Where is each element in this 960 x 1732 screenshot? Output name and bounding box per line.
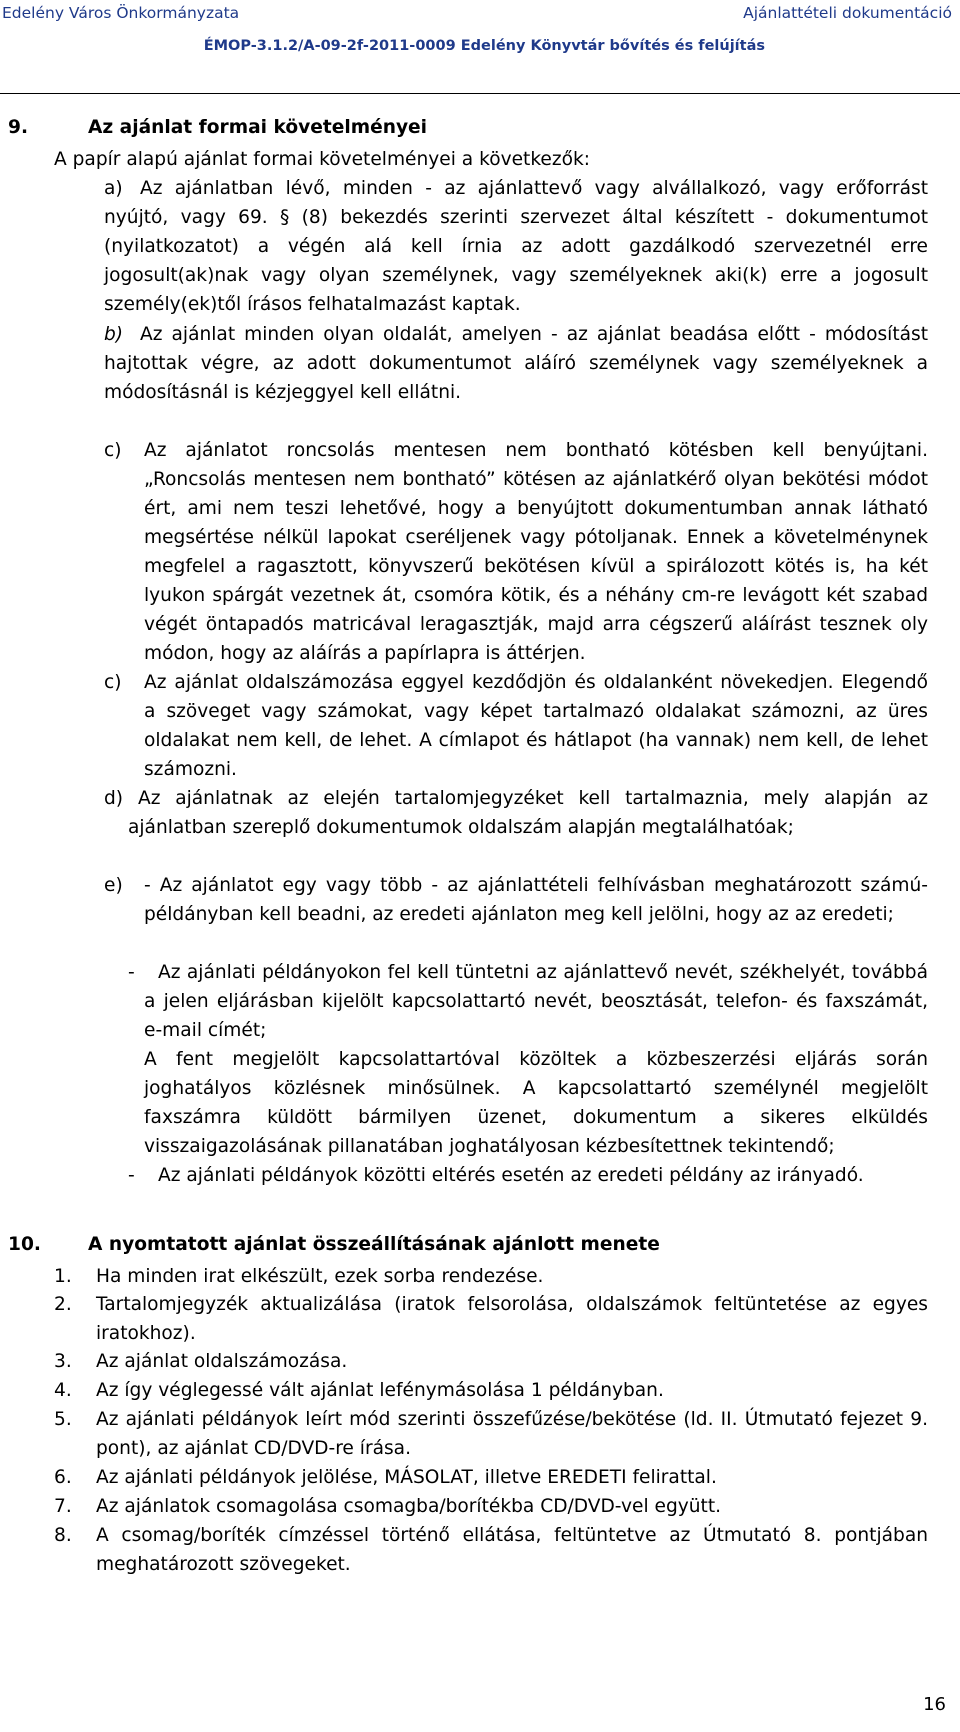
header-project: ÉMOP-3.1.2/A-09-2f-2011-0009 Edelény Könyvtár bővítés és felújítás [203, 38, 765, 54]
step-2-text: Tartalomjegyzék aktualizálása (iratok felsorolása, oldalszámok feltüntetése az egyes iratokhoz). [96, 1294, 928, 1344]
header-document-type: Ajánlattételi dokumentáció [743, 4, 952, 22]
step-5-text: Az ajánlati példányok leírt mód szerinti összefűzése/bekötése (ld. II. Útmutató fejezet 9. pont), az ajánlat CD/DVD-re írása. [96, 1409, 928, 1459]
item-d-text: Az ajánlatnak az elején tartalomjegyzéket kell tartalmaznia, mely alapján az ajánlatban szereplő dokumentumok oldalszám alapján megtalálhatóak; [128, 788, 928, 838]
item-b-text: Az ajánlat minden olyan oldalát, amelyen - az ajánlat beadása előtt - módosítást hajtottak végre, az adott dokumentumot aláíró személynek vagy személyeknek a módosításnál is kézjeggyel kell ellátni. [104, 324, 928, 403]
item-c1-label: c) [104, 440, 122, 461]
step-1-number: 1. [54, 1266, 72, 1287]
section-10-title: A nyomtatott ajánlat összeállításának ajánlott menete [88, 1234, 660, 1255]
item-b-label: b) [104, 324, 124, 345]
sub-e2-text: A fent megjelölt kapcsolattartóval közöltek a közbeszerzési eljárás során joghatályos közlésnek minősülnek. A kapcsolattartó személynél megjelölt faxszámra küldött bármilyen üzenet, dokumentum a sikeres elküldés visszaigazolásának pillanatában joghatályosan kézbesítettnek tekintendő; [144, 1049, 928, 1157]
item-c1-text: Az ajánlatot roncsolás mentesen nem bontható kötésben kell benyújtani. „Roncsolás mentesen nem bontható” kötésen az ajánlatkérő olyan bekötési módot ért, ami nem teszi lehetővé, hogy a benyújtott dokumentumban annak látható megsértése nélkül lapokat cseréljenek vagy pótoljanak. Ennek a követelménynek megfelel a ragasztott, könyvszerű bekötésen kívül a spirálozott kötés is, ha két lyukon spárgát vezetnek át, csomóra kötik, és a néhány cm-re levágott két szabad végét öntapadós matricával leragasztják, majd arra cégszerű aláírást tesznek oly módon, hogy az aláírás a papírlapra is áttérjen. [144, 440, 928, 664]
sub-e3-label: - [128, 1165, 135, 1186]
section-9-intro: A papír alapú ajánlat formai követelményei a következők: [54, 149, 591, 170]
step-8-number: 8. [54, 1525, 72, 1546]
page-header [0, 0, 960, 94]
section-9-number: 9. [8, 117, 29, 138]
header-organization: Edelény Város Önkormányzata [2, 4, 240, 22]
step-6-number: 6. [54, 1467, 72, 1488]
sub-e1-label: - [128, 962, 135, 983]
section-10-number: 10. [8, 1234, 41, 1255]
item-e-label: e) [104, 875, 123, 896]
section-9-title: Az ajánlat formai követelményei [88, 117, 428, 138]
header-divider [0, 93, 960, 94]
step-4-number: 4. [54, 1380, 72, 1401]
step-4-text: Az így véglegessé vált ajánlat lefénymásolása 1 példányban. [96, 1380, 664, 1401]
item-c2-text: Az ajánlat oldalszámozása eggyel kezdődjön és oldalanként növekedjen. Elegendő a szöveget vagy számokat, vagy képet tartalmazó oldalakat számozni, az üres oldalakat nem kell, de lehet. A címlapot és hátlapot (ha vannak) nem kell, de lehet számozni. [144, 672, 928, 780]
step-5-number: 5. [54, 1409, 72, 1430]
item-d-label: d) [104, 788, 124, 809]
step-7-number: 7. [54, 1496, 72, 1517]
step-7-text: Az ajánlatok csomagolása csomagba/borítékba CD/DVD-vel együtt. [96, 1496, 722, 1517]
step-6-text: Az ajánlati példányok jelölése, MÁSOLAT, illetve EREDETI felirattal. [96, 1467, 717, 1488]
page-number: 16 [923, 1694, 946, 1715]
item-c2-label: c) [104, 672, 122, 693]
step-3-number: 3. [54, 1351, 72, 1372]
step-2-number: 2. [54, 1294, 72, 1315]
sub-e1-text: Az ajánlati példányokon fel kell tüntetni az ajánlattevő nevét, székhelyét, továbbá a jelen eljárásban kijelölt kapcsolattartó nevét, beosztását, telefon- és faxszámát, e-mail címét; [144, 962, 928, 1041]
item-a-label: a) [104, 178, 123, 199]
step-8-text: A csomag/boríték címzéssel történő ellátása, feltüntetve az Útmutató 8. pontjában meghatározott szövegeket. [96, 1525, 928, 1575]
item-e-text: - Az ajánlatot egy vagy több - az ajánlattételi felhívásban meghatározott számú- példányban kell beadni, az eredeti ajánlaton meg kell jelölni, hogy az az eredeti; [144, 875, 928, 925]
sub-e3-text: Az ajánlati példányok közötti eltérés esetén az eredeti példány az irányadó. [158, 1165, 864, 1186]
item-a-text: Az ajánlatban lévő, minden - az ajánlattevő vagy alvállalkozó, vagy erőforrást nyújtó, vagy 69. § (8) bekezdés szerinti szervezet által készített - dokumentumot (nyilatkozatot) a végén alá kell írnia az adott gazdálkodó szervezetnél erre jogosult(ak)nak vagy olyan személynek, vagy személyeknek aki(k) erre a jogosult személy(ek)től írásos felhatalmazást kaptak. [104, 178, 928, 315]
step-1-text: Ha minden irat elkészült, ezek sorba rendezése. [96, 1266, 544, 1287]
step-3-text: Az ajánlat oldalszámozása. [96, 1351, 348, 1372]
